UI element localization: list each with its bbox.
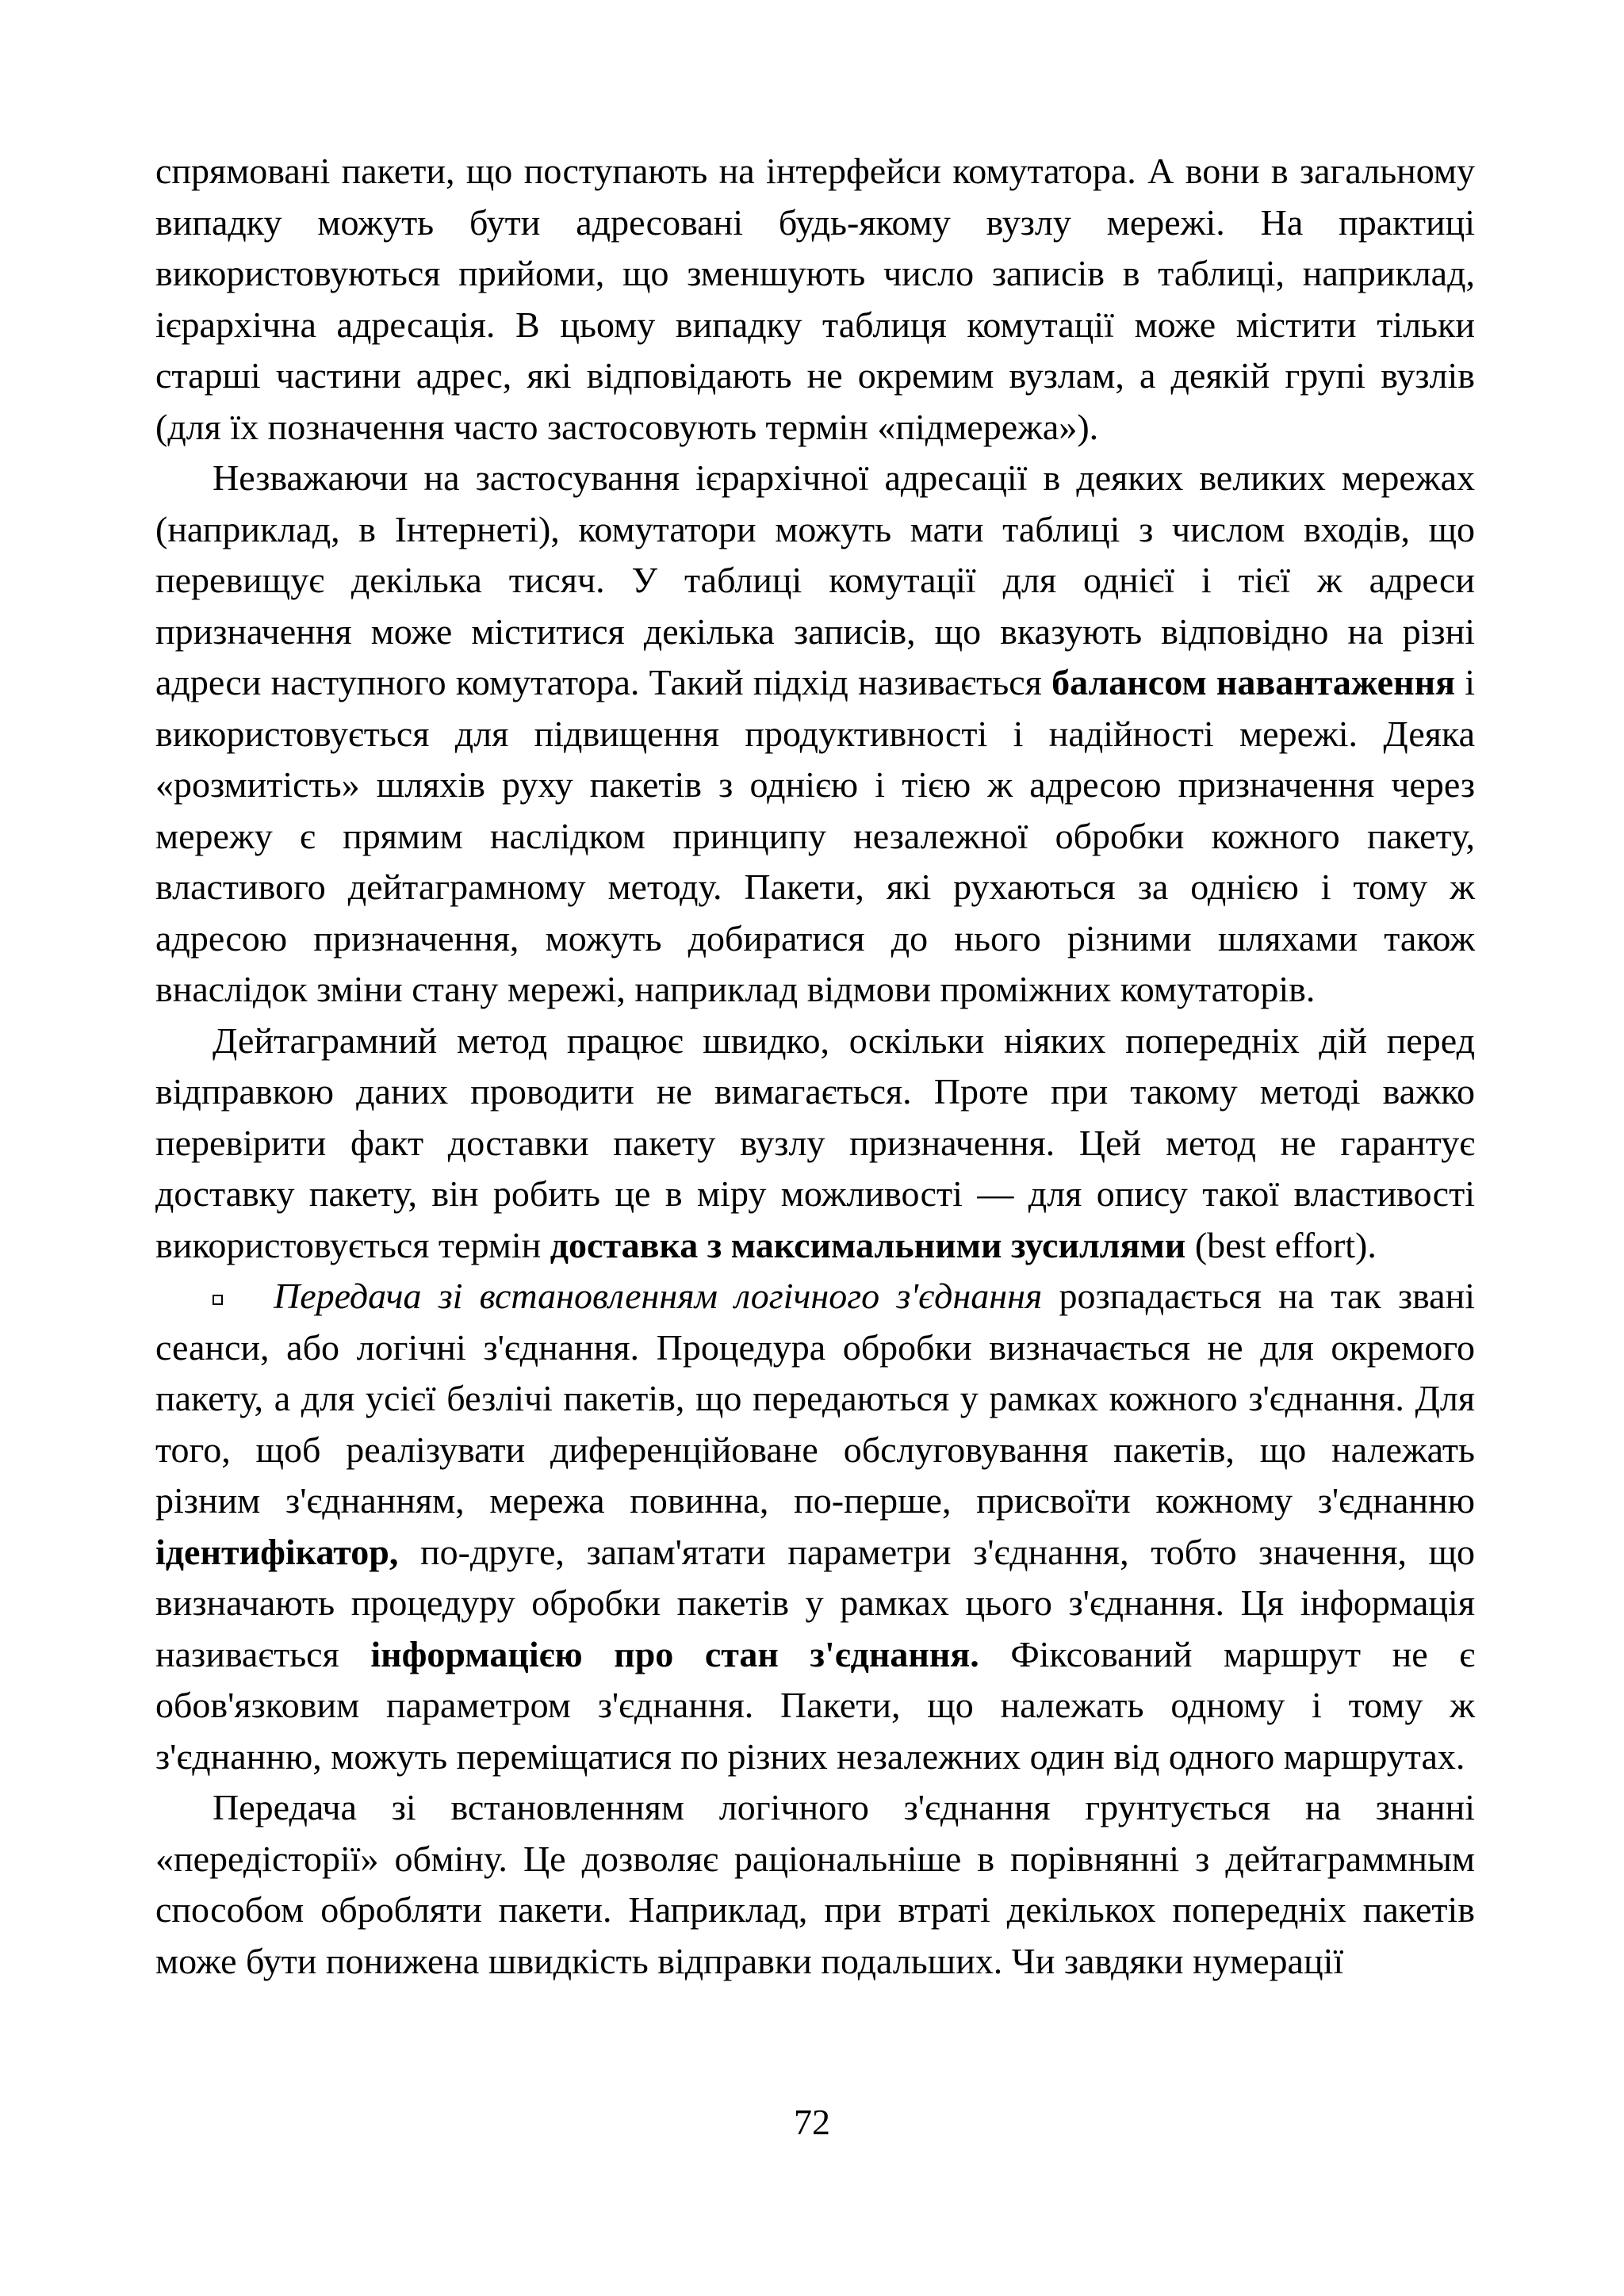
paragraph-1-text: спрямовані пакети, що поступають на інтерфейси комутатора. А вони в загальному випадку можуть бути адресовані будь-якому вузлу мережі. На практиці використовуються прийоми, що зменшують число записів в таблиці, наприклад, ієрархічна адресація. В цьому випадку таблиця комутації може містити тільки старші частини адрес, які відповідають не окремим вузлам, а деякій групі вузлів (для їх позначення часто застосовують термін «підмережа»).: [155, 151, 1475, 447]
bullet-paragraph-text-3: Фіксований маршрут не є обов'язковим параметром з'єднання. Пакети, що належать одному і тому ж з'єднанню, можуть переміщатися по різних незалежних один від одного маршрутах.: [155, 1633, 1475, 1777]
page-body: [155, 146, 1475, 1987]
paragraph-2-text-start: Незважаючи на застосування ієрархічної адресації в деяких великих мережах (наприклад, в Інтернеті), комутатори можуть мати таблиці з числом входів, що перевищує декілька тисяч. У таблиці комутації для однієї і тієї ж адреси призначення може міститися декілька записів, що вказують відповідно на різні адреси наступного комутатора. Такий підхід називається: [155, 457, 1475, 702]
term-best-effort: доставка з максимальними зусиллями: [550, 1224, 1186, 1265]
paragraph-5: [155, 1782, 1475, 1987]
paragraph-3-text-end: (best effort).: [1185, 1224, 1377, 1265]
bullet-paragraph-text-2: по-друге, запам'ятати параметри з'єднання, тобто значення, що визначають процедуру обробки пакетів у рамках цього з'єднання. Ця інформація називається: [155, 1531, 1475, 1674]
bullet-paragraph: [155, 1271, 1475, 1782]
paragraph-3: [155, 1016, 1475, 1272]
term-identifier: ідентифікатор,: [155, 1531, 399, 1572]
term-connection-state: інформацією про стан з'єднання.: [370, 1633, 979, 1674]
paragraph-2: [155, 453, 1475, 1016]
term-connection-oriented: Передача зі встановленням логічного з'єднання: [274, 1276, 1043, 1316]
term-load-balancing: балансом навантаження: [1051, 662, 1455, 702]
paragraph-1: [155, 146, 1475, 453]
page-number: 72: [794, 2102, 830, 2142]
bullet-paragraph-text-1: розпадається на так звані сеанси, або логічні з'єднання. Процедура обробки визначається не для окремого пакету, а для усієї безлічі пакетів, що передаються у рамках кожного з'єднання. Для того, щоб реалізувати диференційоване обслуговування пакетів, що належать різним з'єднанням, мережа повинна, по-перше, присвоїти кожному з'єднанню: [155, 1276, 1475, 1521]
paragraph-5-text: Передача зі встановленням логічного з'єднання грунтується на знанні «передісторії» обміну. Це дозволяє раціональніше в порівнянні з дейтаграммным способом обробляти пакети. Наприклад, при втраті декількох попередніх пакетів може бути понижена швидкість відправки подальших. Чи завдяки нумерації: [155, 1787, 1475, 1981]
paragraph-2-text-end: і використовується для підвищення продуктивності і надійності мережі. Деяка «розмитість» шляхів руху пакетів з однією і тією ж адресою призначення через мережу є прямим наслідком принципу незалежної обробки кожного пакету, властивого дейтаграмному методу. Пакети, які рухаються за однією і тому ж адресою призначення, можуть добиратися до нього різними шляхами також внаслідок зміни стану мережі, наприклад відмови проміжних комутаторів.: [155, 662, 1475, 1009]
paragraph-3-text-start: Дейтаграмний метод працює швидко, оскільки ніяких попередніх дій перед відправкою даних проводити не вимагається. Проте при такому методі важко перевірити факт доставки пакету вузлу призначення. Цей метод не гарантує доставку пакету, він робить це в міру можливості — для опису такої властивості використовується термін: [155, 1020, 1475, 1265]
square-bullet-icon: [213, 1295, 223, 1305]
